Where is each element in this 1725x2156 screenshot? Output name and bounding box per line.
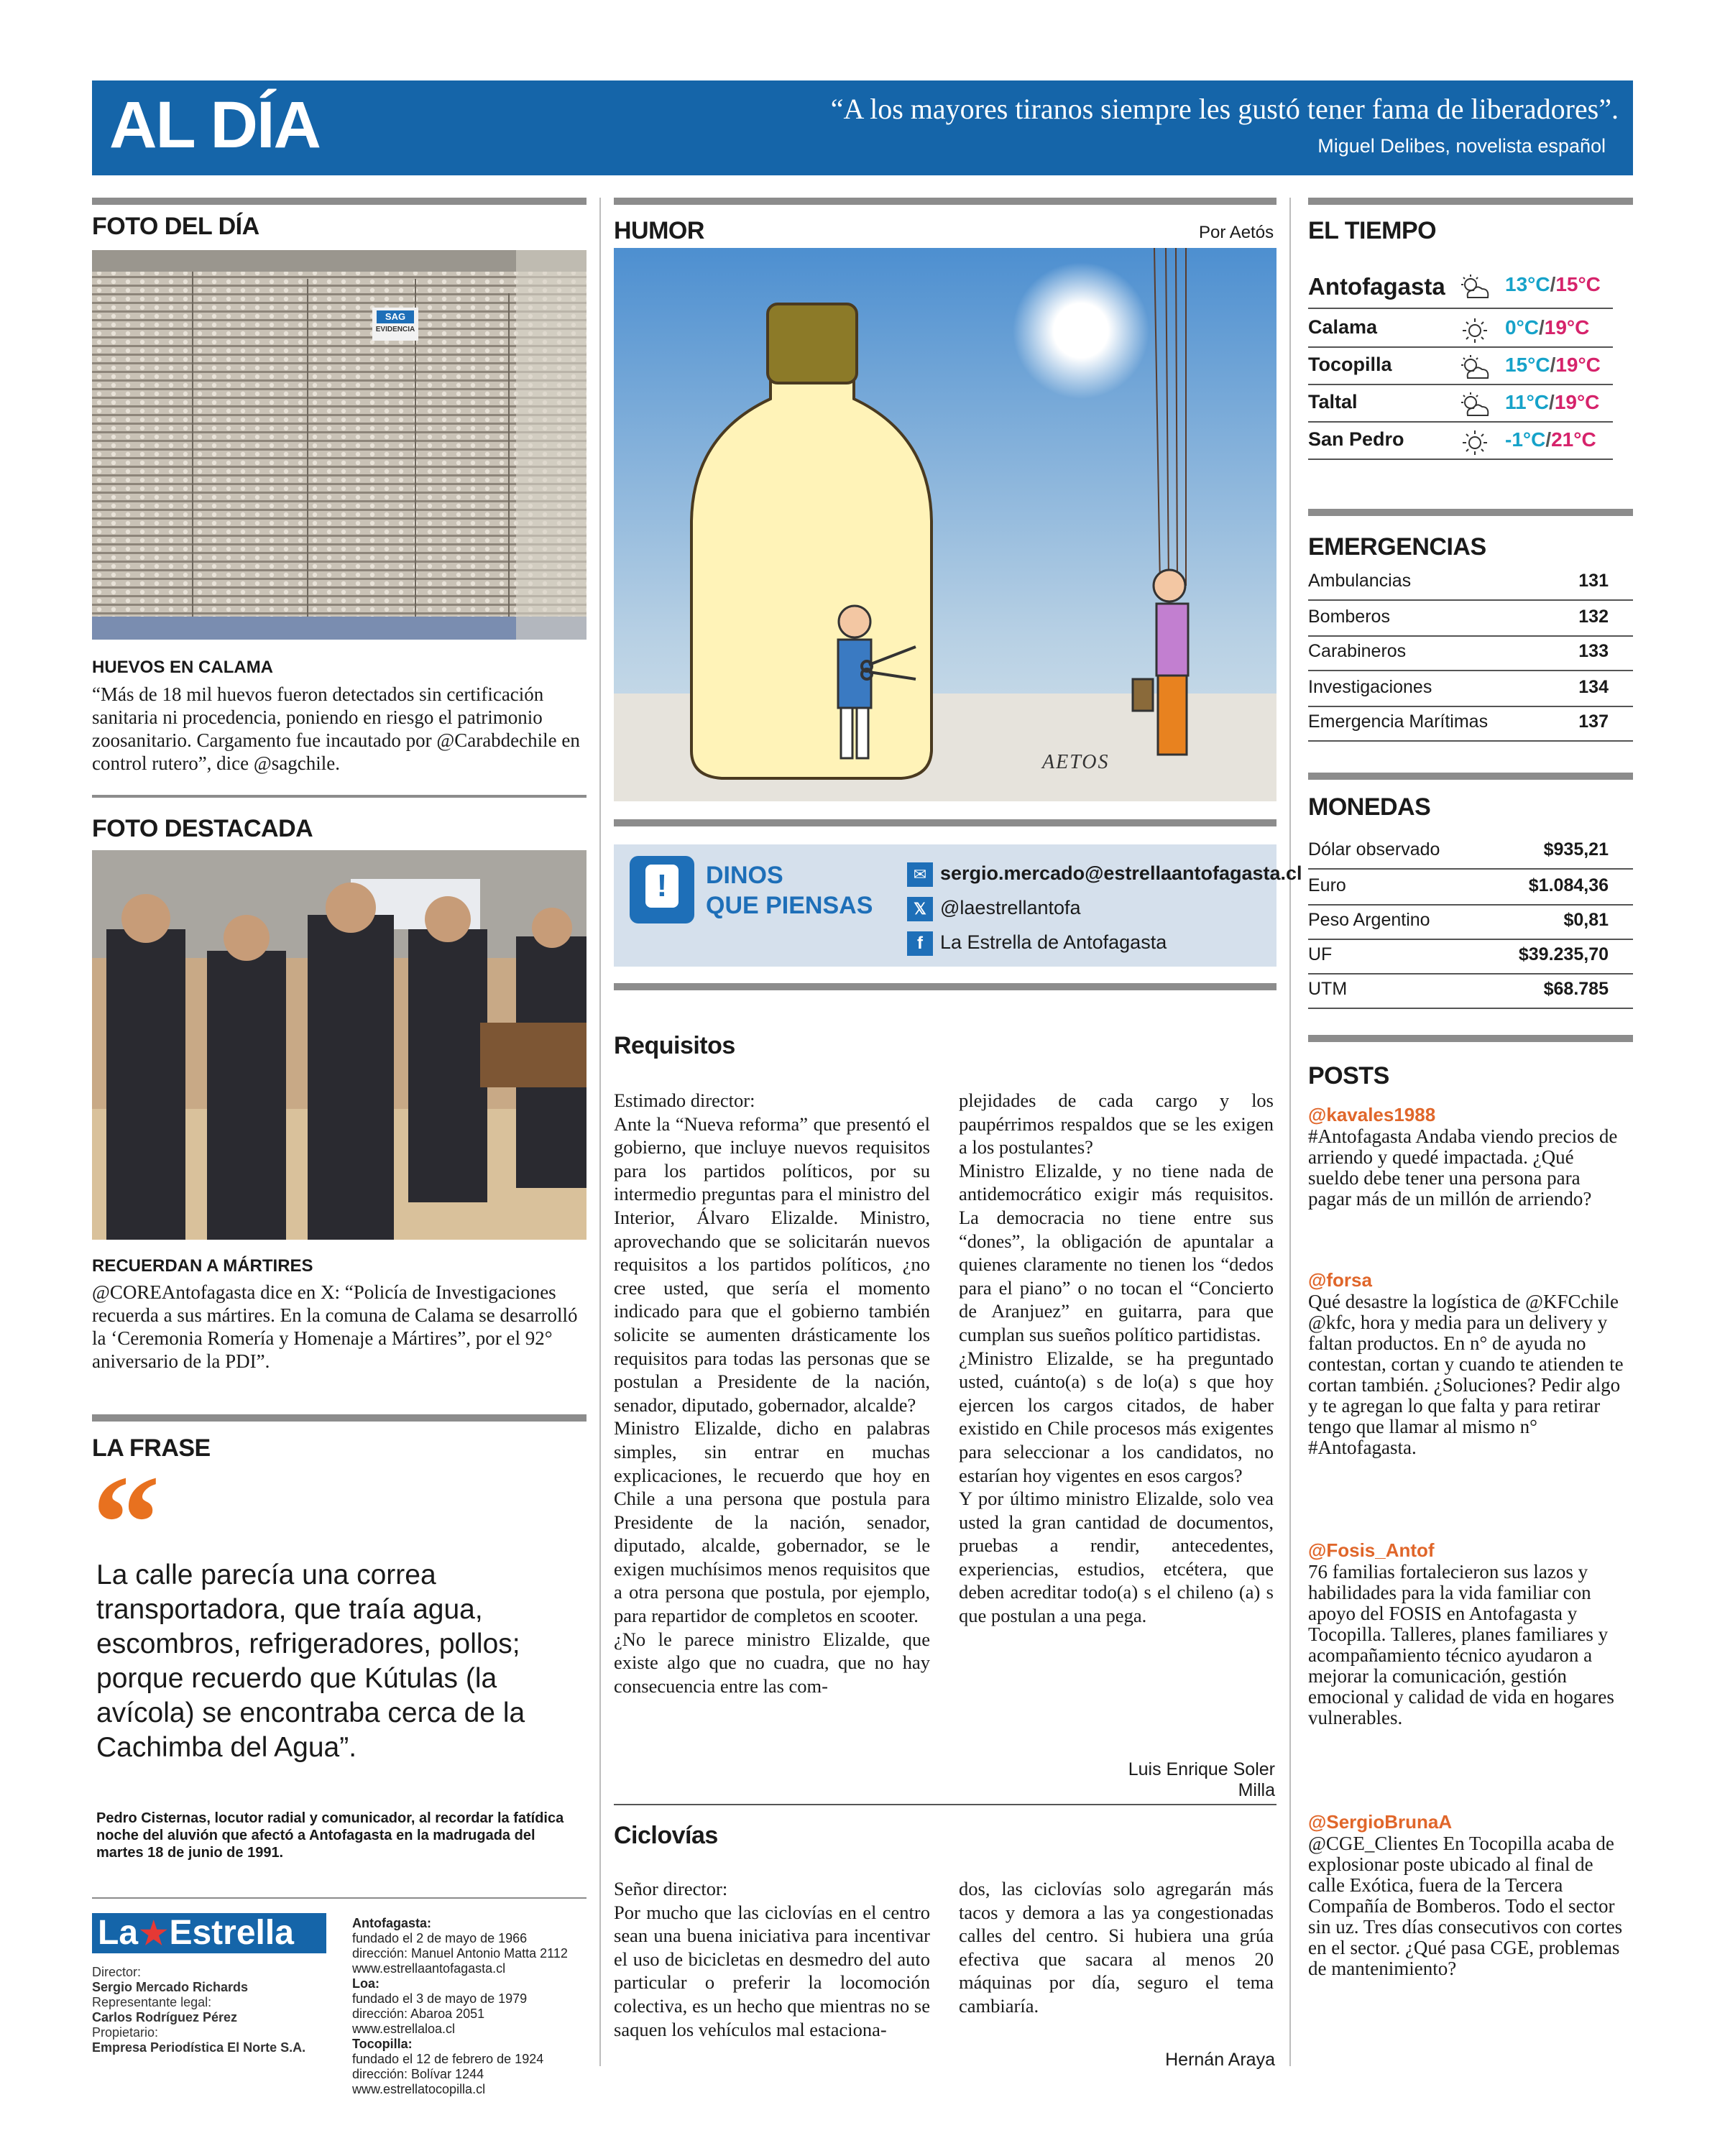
facebook-icon: f [907,931,933,956]
section-rule [1308,1035,1633,1042]
edition-address: dirección: Abaroa 2051 [352,2007,485,2021]
director-name: Sergio Mercado Richards [92,1980,249,1994]
temp-max: 21°C [1551,428,1596,451]
emergency-label: Emergencia Marítimas [1308,711,1489,732]
emergency-number[interactable]: 132 [1578,607,1609,627]
sunny-icon [1458,316,1492,349]
foto-dia-caption: “Más de 18 mil huevos fueron detectados sin certificación sanitaria ni procedencia, poniendo en riesgo el patrimonio zoosanitario. Cargamento fue incautado por @Carabdechile en control rutero”, dice @sagchile. [92,683,580,774]
currency-row [1308,939,1633,975]
weather-row [1308,348,1613,385]
weather-row [1308,423,1613,460]
weather-row [1308,267,1613,309]
section-rule [1308,198,1633,205]
contact-title [706,860,873,921]
temp-max: 15°C [1555,273,1601,295]
post-item [1308,1539,1624,1728]
owner-name: Empresa Periodística El Norte S.A. [92,2040,306,2055]
column-divider [599,198,601,2066]
letter-title: Ciclovías [614,1822,718,1849]
post-text: 76 familias fortalecieron sus lazos y habilidades para la vida familiar con apoyo del FOSIS en Antofagasta y Tocopilla. Talleres, planes familiares y acompañamiento técnico ayudaron a mejorar la comunicación, gestión emocional y calidad de vida en hogares vulnerables. [1308,1561,1614,1728]
edition-city: Tocopilla: [352,2037,413,2051]
section-rule [1308,509,1633,516]
masthead-banner [92,80,1633,175]
emergency-number[interactable]: 137 [1578,711,1609,732]
emergency-row [1308,706,1633,742]
section-rule [92,795,586,798]
temp-min: 0°C [1505,316,1539,338]
weather-row [1308,385,1613,423]
exclamation-badge: ! [645,865,678,908]
weather-heading: EL TIEMPO [1308,217,1437,244]
letter-author: Hernán Araya [1165,2050,1275,2070]
currency-label: UTM [1308,979,1348,999]
rep-label: Representante legal: [92,1995,212,2009]
edition-founded: fundado el 3 de mayo de 1979 [352,1991,528,2006]
contact-email-row[interactable] [907,856,1302,890]
humor-byline: Por Aetós [1199,223,1274,242]
currency-row [1308,870,1633,906]
weather-city: Calama [1308,316,1378,338]
section-rule [614,983,1276,990]
edition-city: Loa: [352,1976,380,1991]
emergency-label: Investigaciones [1308,677,1432,697]
weather-temps [1505,428,1596,451]
foto-destacada-heading: FOTO DESTACADA [92,815,313,842]
emergency-row [1308,565,1633,601]
emergency-row [1308,635,1633,671]
post-item [1308,1104,1624,1210]
emergency-label: Ambulancias [1308,571,1412,591]
temp-min: 13°C [1505,273,1550,295]
frase-text: La calle parecía una correa transportadora, que traía agua, escombros, refrigeradores, pollos; porque recuerdo que Kútulas (la avícola) se encontraba cerca de la Cachimba del Agua”. [96,1560,525,1763]
credits-editions [352,1916,589,2097]
post-handle[interactable]: @SergioBrunaA [1308,1811,1453,1833]
temp-max: 19°C [1554,391,1600,413]
cartoon-illustration [614,248,1276,801]
letter-body-col2: dos, las ciclovías solo agregarán más tacos y demora a las ya congestionadas calles del centro. Si hubiera una grúa efectiva que sacara al menos 20 máquinas por día, seguro el tema cambiaría. [959,1878,1274,2017]
speech-bubble-icon [630,856,694,923]
temp-separator: / [1550,273,1556,295]
emergencias-heading: EMERGENCIAS [1308,533,1486,561]
temp-min: 11°C [1505,391,1550,413]
foto-dia-heading: FOTO DEL DÍA [92,213,259,240]
currency-value: $0,81 [1563,910,1609,930]
post-handle[interactable]: @forsa [1308,1269,1372,1291]
section-rule [614,819,1276,826]
temp-separator: / [1539,316,1545,338]
edition-block [352,1916,589,1976]
post-text: #Antofagasta Andaba viendo precios de arriendo y quedé impactada. ¿Qué sueldo debe tener una persona para pagar más de un millón de arriendo? [1308,1125,1618,1210]
currency-value: $39.235,70 [1518,944,1609,964]
edition-block [352,2037,589,2097]
sag-evidence-badge [372,308,418,341]
header-quote-author: Miguel Delibes, novelista español [1317,135,1606,157]
post-text: @CGE_Clientes En Tocopilla acaba de explosionar poste ubicado al final de calle Exótica, fuera de la Tercera Compañía de Bomberos. Todo el sector sin uz. Tres días consecutivos con cortes en el sector. ¿Qué pasa CGE, problemas de mantenimiento? [1308,1833,1623,1979]
weather-city: Antofagasta [1308,273,1445,300]
contact-title-line2: QUE PIENSAS [706,892,873,919]
emergency-label: Bomberos [1308,607,1390,627]
credits-staff [92,1965,336,2055]
section-rule [92,1897,586,1899]
contact-list [907,856,1302,959]
header-quote: “A los mayores tiranos siempre les gustó tener fama de liberadores”. [830,93,1619,125]
emergency-number[interactable]: 131 [1578,571,1609,591]
posts-heading: POSTS [1308,1062,1389,1089]
logo-text-estrella: Estrella [169,1914,294,1952]
la-estrella-logo [92,1913,326,1953]
partly-cloudy-icon [1458,354,1492,386]
humor-heading: HUMOR [614,217,704,244]
contact-title-line1: DINOS [706,862,783,889]
temp-separator: / [1545,428,1552,451]
contact-x-row[interactable] [907,890,1302,925]
eggs-photo-illustration [92,250,586,640]
letter-author: Luis Enrique Soler Milla [1128,1759,1275,1800]
temp-separator: / [1549,391,1555,413]
sag-badge-line2: EVIDENCIA [375,326,415,333]
weather-temps [1505,354,1601,377]
owner-label: Propietario: [92,2025,159,2040]
weather-temps [1505,273,1601,296]
sag-badge-line1: SAG [377,310,414,323]
edition-city: Antofagasta: [352,1916,432,1930]
email-icon: ✉ [907,862,933,887]
currency-row [1308,904,1633,940]
weather-row [1308,310,1613,348]
temp-max: 19°C [1544,316,1590,338]
edition-address: dirección: Manuel Antonio Matta 2112 [352,1946,568,1961]
contact-facebook[interactable]: La Estrella de Antofagasta [940,931,1167,953]
currency-label: UF [1308,944,1333,964]
letter-title: Requisitos [614,1032,735,1059]
director-label: Director: [92,1965,142,1979]
section-title: AL DÍA [109,88,320,162]
star-icon: ★ [139,1916,168,1951]
letter-body-col1: Señor director: Por mucho que las ciclovías en el centro sean una buena iniciativa para incentivar el uso de bicicletas en desmedro del auto particular o preferir la locomoción colectiva, es un hecho que mientras no se saquen los vehículos mal estaciona- [614,1878,930,2040]
edition-address: dirección: Bolívar 1244 [352,2067,484,2081]
cartoon-signature: AETOS [1042,751,1110,773]
logo-text-la: La [98,1914,139,1952]
foto-destacada-caption-title: RECUERDAN A MÁRTIRES [92,1256,313,1276]
currency-label: Euro [1308,875,1346,895]
currency-value: $935,21 [1543,839,1609,860]
letter-body-col2: plejidades de cada cargo y los paupérrimos respaldos que se les exigen a los postulantes? Ministro Elizalde, y no tiene nada de antidemocrático exigir más requisitos. La democracia no tiene entre sus “dones”, la obligación de apuntalar a quienes claramente no tienen los “dedos para el piano” o no tocan el “Concierto de Aranjuez” en guitarra, para que cumplan sus sueños político partidistas. ¿Ministro Elizalde, se ha preguntado usted, cuánto(a) s de lo(a) s que hoy ejercen los cargos citados, de haber existido en Chile procesos más exigentes para seleccionar a los candidatos, no estarían hoy vigentes en esos cargos? Y por último ministro Elizalde, solo vea usted la gran cantidad de documentos, pruebas a rendir, antecedentes, experiencias, estudios, etcétera, que deben acreditar todo(a) s el chileno (a) s que postulan a una pega. [959,1089,1274,1627]
temp-max: 19°C [1555,354,1601,376]
post-handle[interactable]: @Fosis_Antof [1308,1539,1435,1561]
foto-dia-caption-title: HUEVOS EN CALAMA [92,658,274,677]
section-rule [92,1414,586,1422]
emergency-label: Carabineros [1308,641,1407,661]
currency-label: Peso Argentino [1308,910,1430,930]
ceremony-photo [92,850,586,1240]
weather-city: Taltal [1308,391,1358,413]
currency-value: $1.084,36 [1528,875,1609,895]
column-divider [1289,198,1291,2066]
emergency-number[interactable]: 134 [1578,677,1609,697]
partly-cloudy-icon [1458,273,1492,305]
letter-body-col1: Estimado director: Ante la “Nueva reforma” que presentó el gobierno, que incluye nuevos requisitos para los partidos políticos, por su intermedio preguntas para el ministro del Interior, Álvaro Elizalde. Ministro, aprovechando que se solicitarán nuevos requisitos a los partidos políticos, ¿no cree usted, que sería el momento indicado para que el gobierno también solicite se aumenten drásticamente los requisitos para todas las personas que se postulan a Presidente de la nación, senador, diputado, gobernador, alcalde? Ministro Elizalde, dicho en palabras simples, sin entrar en muchas explicaciones, le recuerdo que hoy en Chile a una persona que postula para Presidente de la nación, senador, diputado, alcalde, gobernador, se le exigen muchísimos menos requisitos que a otra persona que postula, por ejemplo, para repartidor de completos en scooter. ¿No le parece ministro Elizalde, que existe algo que no cuadra, que no hay consecuencia entre las com- [614,1089,930,1697]
section-rule [614,198,1276,205]
currency-row [1308,834,1633,870]
edition-web: www.estrellaloa.cl [352,2022,456,2036]
post-handle[interactable]: @kavales1988 [1308,1104,1436,1125]
post-item [1308,1811,1624,1979]
currency-label: Dólar observado [1308,839,1440,860]
contact-email[interactable]: sergio.mercado@estrellaantofagasta.cl [940,862,1302,884]
temp-min: 15°C [1505,354,1550,376]
frase-heading: LA FRASE [92,1434,211,1462]
weather-city: Tocopilla [1308,354,1392,375]
partly-cloudy-icon [1458,391,1492,423]
post-text: Qué desastre la logística de @KFCchile @kfc, hora y media para un delivery y faltan productos. En n° de ayuda no contestan, cortan y cuando te atienden te cortan también. ¿Soluciones? Pedir algo y te agregan lo que falta y para retirar tengo que llamar al mismo n° #Antofagasta. [1308,1291,1624,1458]
section-rule [92,198,586,205]
weather-city: San Pedro [1308,428,1404,450]
frase-attribution: Pedro Cisternas, locutor radial y comunicador, al recordar la fatídica noche del aluvión que afectó a Antofagasta en la madrugada del martes 18 de junio de 1991. [96,1810,564,1861]
monedas-heading: MONEDAS [1308,793,1431,821]
emergency-number[interactable]: 133 [1578,641,1609,661]
contact-x-handle[interactable]: @laestrellantofa [940,897,1081,918]
eggs-photo [92,250,586,640]
edition-block [352,1976,589,2037]
humor-cartoon [614,248,1276,801]
contact-box [614,844,1302,967]
currency-value: $68.785 [1543,979,1609,999]
ceremony-photo-illustration [92,850,586,1240]
temp-separator: / [1550,354,1556,376]
contact-facebook-row[interactable] [907,925,1302,959]
sunny-icon [1458,428,1492,461]
x-icon: 𝕏 [907,897,933,921]
edition-founded: fundado el 2 de mayo de 1966 [352,1931,528,1945]
post-item [1308,1269,1624,1458]
emergency-row [1308,601,1633,637]
letter-divider [614,1804,1276,1805]
edition-web: www.estrellaantofagasta.cl [352,1961,506,1976]
rep-name: Carlos Rodríguez Pérez [92,2010,238,2024]
weather-temps [1505,391,1599,414]
section-rule [1308,773,1633,780]
weather-temps [1505,316,1589,339]
currency-row [1308,973,1633,1009]
edition-founded: fundado el 12 de febrero de 1924 [352,2052,544,2066]
foto-destacada-caption: @COREAntofagasta dice en X: “Policía de Investigaciones recuerda a sus mártires. En la comuna de Calama se desarrolló la ‘Ceremonia Romería y Homenaje a Mártires”, por el 92° aniversario de la PDI”. [92,1281,578,1372]
quote-mark-icon: “ [92,1448,160,1599]
edition-web: www.estrellatocopilla.cl [352,2082,486,2096]
emergency-row [1308,671,1633,707]
temp-min: -1°C [1505,428,1546,451]
